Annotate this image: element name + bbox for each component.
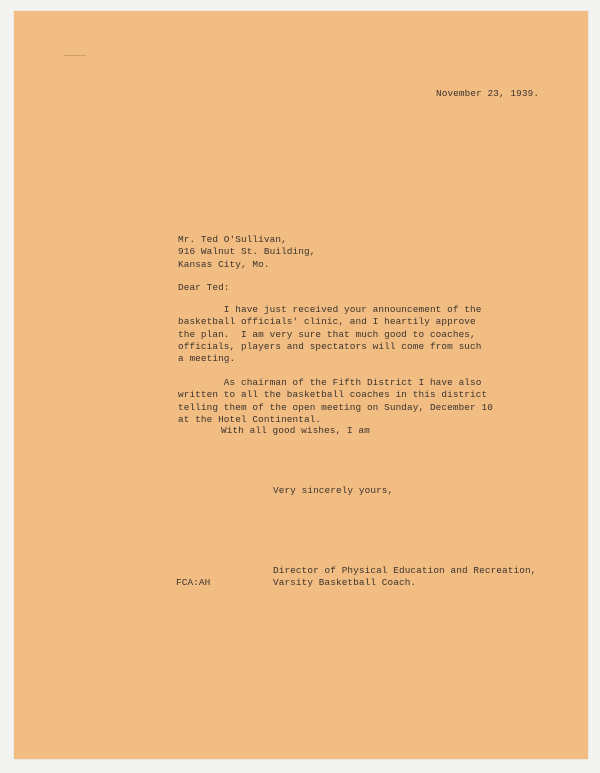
paragraph-line: written to all the basketball coaches in this district [178, 389, 488, 401]
recipient-line: Mr. Ted O'Sullivan, [178, 234, 287, 245]
title-line: Director of Physical Education and Recreation, [273, 565, 537, 576]
title-line: Varsity Basketball Coach. [273, 577, 417, 589]
paper-mark [64, 55, 86, 56]
recipient-address [178, 234, 315, 271]
paragraph-line: a meeting. [178, 353, 236, 365]
signature-titles [273, 565, 536, 590]
paragraph-line: basketball officials' clinic, and I heartily approve [178, 316, 476, 328]
paragraph-line: officials, players and spectators will come from such [178, 340, 482, 352]
paragraph-line: the plan. I am very sure that much good to coaches, [178, 328, 476, 340]
complimentary-close: Very sincerely yours, [273, 485, 394, 496]
body-paragraph-1 [178, 304, 481, 365]
paragraph-line: telling them of the open meeting on Sunday, December 10 [178, 401, 493, 413]
body-paragraph-2 [178, 377, 493, 426]
letter-sheet [14, 11, 588, 759]
paragraph-line: at the Hotel Continental. [178, 413, 322, 425]
recipient-line: 916 Walnut St. Building, [178, 246, 316, 258]
letter-date: November 23, 1939. [436, 88, 540, 99]
paragraph-line: As chairman of the Fifth District I have also [178, 377, 482, 388]
closing-line: With all good wishes, I am [221, 425, 370, 436]
paragraph-line: I have just received your announcement of the [178, 304, 482, 315]
recipient-line: Kansas City, Mo. [178, 258, 270, 270]
salutation: Dear Ted: [178, 282, 230, 293]
reference-initials: FCA:AH [176, 577, 211, 588]
